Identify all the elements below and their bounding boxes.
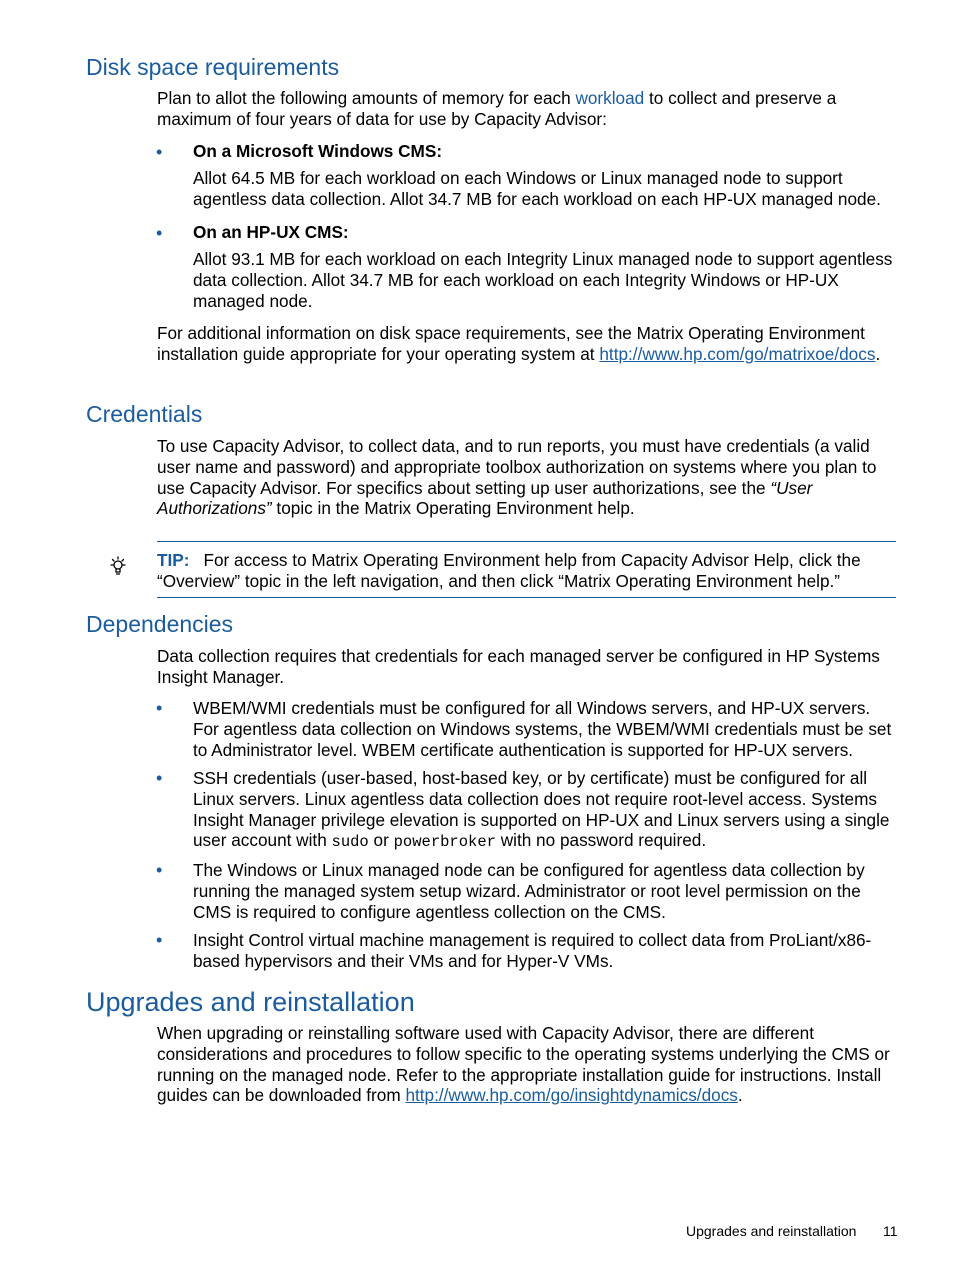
lightbulb-icon — [108, 556, 128, 576]
disk-more-info: For additional information on disk space requirements, see the Matrix Operating Environment installation guide appropriate for your operating system at http://www.hp.com/go/matrixoe/docs. — [157, 323, 881, 364]
footer-section-title: Upgrades and reinstallation — [686, 1223, 857, 1239]
heading-upgrades: Upgrades and reinstallation — [86, 987, 415, 1017]
tip-label: TIP: — [157, 550, 190, 570]
dependencies-intro: Data collection requires that credentials for each managed server be configured in HP Systems Insight Manager. — [157, 646, 880, 687]
insightdynamics-docs-link[interactable]: http://www.hp.com/go/insightdynamics/docs — [405, 1085, 738, 1106]
tip-bottom-rule — [157, 597, 896, 598]
dependencies-bullet-insight-control: Insight Control virtual machine management is required to collect data from ProLiant/x86-based hypervisors and their VMs and for Hyper-V VMs. — [193, 930, 872, 971]
disk-item-windows-text: Allot 64.5 MB for each workload on each Windows or Linux managed node to support agentless data collection. Allot 34.7 MB for each workload on each HP-UX managed node. — [193, 168, 881, 209]
credentials-text: To use Capacity Advisor, to collect data, and to run reports, you must have credentials (a valid user name and password) and appropriate toolbox authorization on systems where you plan to use Capacity Advisor. For specifics about setting up user authorizations, see the “User Authorizations” topic in the Matrix Operating Environment help. — [157, 436, 877, 519]
matrixoe-docs-link[interactable]: http://www.hp.com/go/matrixoe/docs — [599, 343, 876, 364]
upgrades-text: When upgrading or reinstalling software used with Capacity Advisor, there are different considerations and procedures to follow specific to the operating systems underlying the CMS or running on the managed node. Refer to the appropriate installation guide for instructions. Install guides can be downloaded from http://www.hp.com/go/insightdynamics/docs. — [157, 1023, 890, 1106]
dependencies-bullet-wbem: WBEM/WMI credentials must be configured for all Windows servers, and HP-UX servers. For agentless data collection on Windows systems, the WBEM/WMI credentials must be set to Administrator level. WBEM certificate authentication is supported for HP-UX servers. — [193, 698, 892, 760]
tip-text: TIP: For access to Matrix Operating Environment help from Capacity Advisor Help, click the “Overview” topic in the left navigation, and then click “Matrix Operating Environment help.” — [157, 550, 861, 591]
disk-item-windows-label: On a Microsoft Windows CMS: — [193, 141, 443, 161]
footer-page-number: 11 — [883, 1223, 898, 1239]
dependencies-bullet-agentless: The Windows or Linux managed node can be configured for agentless data collection by running the managed system setup wizard. Administrator or root level permission on the CMS is required to configure agentless collection on the CMS. — [193, 860, 865, 922]
heading-credentials: Credentials — [86, 401, 203, 427]
bullet-icon: • — [156, 860, 163, 880]
bullet-icon: • — [156, 698, 163, 718]
bullet-icon: • — [156, 768, 163, 788]
disk-intro: Plan to allot the following amounts of memory for each workload to collect and preserve a maximum of four years of data for use by Capacity Advisor: — [157, 88, 837, 129]
heading-disk-space: Disk space requirements — [86, 54, 340, 80]
dependencies-bullet-ssh: SSH credentials (user-based, host-based key, or by certificate) must be configured for all Linux servers. Linux agentless data collection does not require root-level access. Systems Insight Manager privilege elevation is supported on HP-UX and Linux servers using a single user account with sudo or powerbroker with no password required. — [193, 768, 890, 852]
bullet-icon: • — [156, 930, 163, 950]
workload-link[interactable]: workload — [575, 88, 645, 108]
disk-item-hpux-label: On an HP-UX CMS: — [193, 222, 349, 242]
tip-top-rule — [157, 541, 896, 542]
bullet-icon: • — [156, 223, 163, 243]
disk-item-hpux-text: Allot 93.1 MB for each workload on each Integrity Linux managed node to support agentless data collection. Allot 34.7 MB for each workload on each Integrity Windows or HP-UX managed node. — [193, 249, 893, 311]
bullet-icon: • — [156, 142, 163, 162]
heading-dependencies: Dependencies — [86, 611, 234, 637]
